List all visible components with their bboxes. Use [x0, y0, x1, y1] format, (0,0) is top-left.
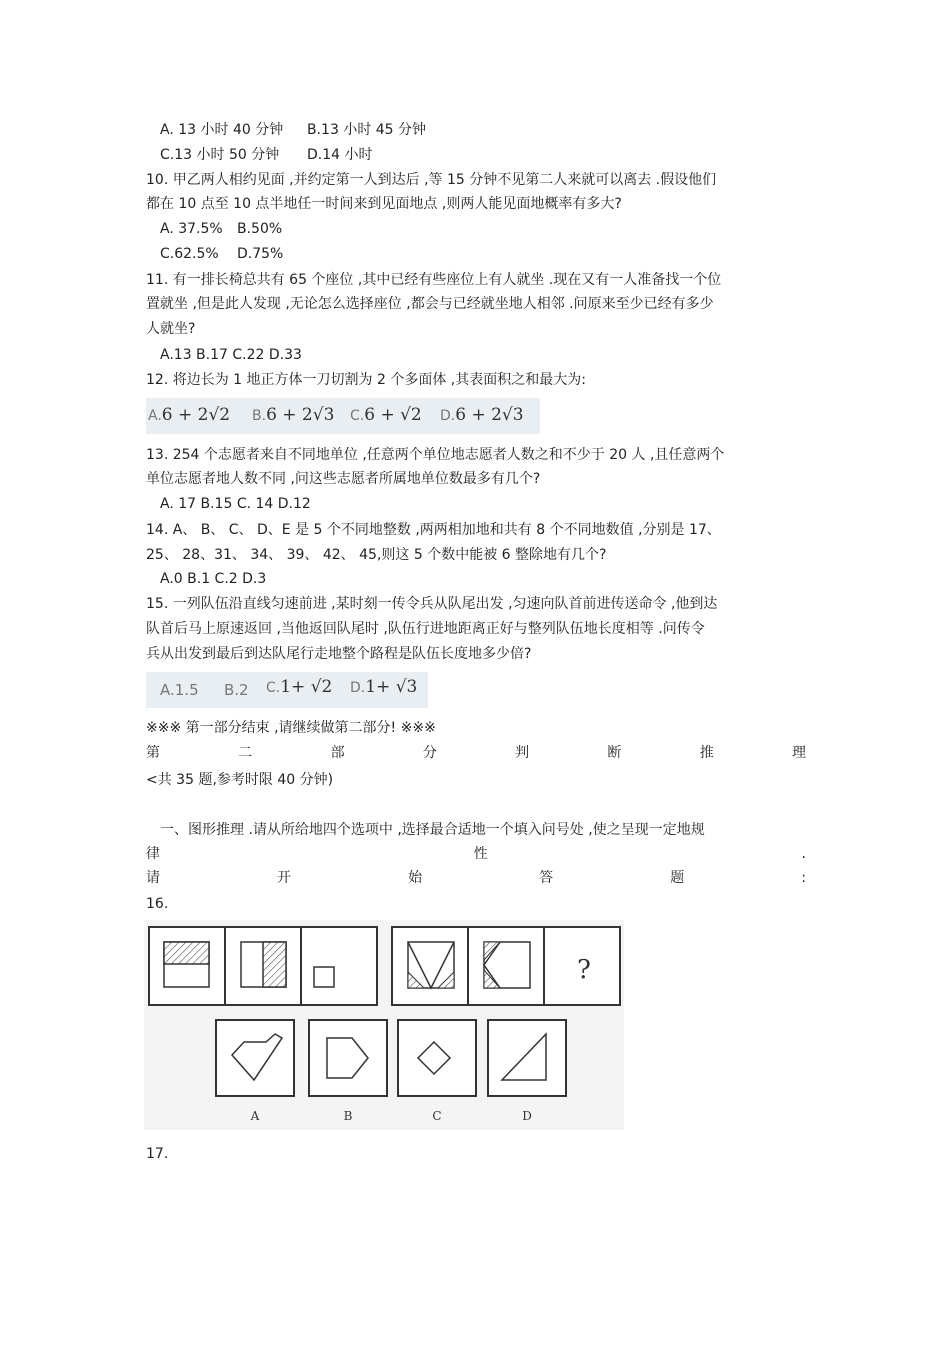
q12-option-c: C.6 + √2 [350, 405, 422, 425]
instruction-char: 题 [670, 870, 685, 886]
q10-option-b: B.50% [237, 221, 283, 237]
q11-text-line2: 置就坐 ,但是此人发现 ,无论怎么选择座位 ,都会与已经就坐地人相邻 .问原来至少已经有多少 [146, 296, 714, 312]
q16-option-a-figure[interactable] [216, 1020, 294, 1096]
q15-text-line1: 15. 一列队伍沿直线匀速前进 ,某时刻一传令兵从队尾出发 ,匀速向队首前进传送命令 ,他到达 [146, 596, 718, 612]
q16-option-c-figure[interactable] [398, 1020, 476, 1096]
q11-options: A.13 B.17 C.22 D.33 [160, 347, 302, 363]
q10-option-d: D.75% [237, 246, 284, 262]
instruction-char: 答 [539, 870, 554, 886]
q16-figure [144, 920, 624, 1130]
q16-shape-4 [408, 942, 454, 988]
section1-instruction-line2 [146, 845, 806, 863]
q12-option-d: D.6 + 2√3 [440, 405, 524, 425]
q16-option-label: B [343, 1109, 353, 1123]
q9-option-c: C.13 小时 50 分钟 [160, 147, 280, 163]
end-part1-note: ※※※ 第一部分结束 ,请继续做第二部分! ※※※ [146, 720, 436, 736]
instruction-char: 性 [473, 846, 488, 862]
q15-option-c: C.1+ √2 [266, 677, 333, 697]
q16-question-mark: ? [577, 955, 591, 985]
q9-option-a: A. 13 小时 40 分钟 [160, 122, 284, 138]
q13-options: A. 17 B.15 C. 14 D.12 [160, 496, 311, 512]
instruction-char: 开 [277, 870, 292, 886]
q12-text-line1: 12. 将边长为 1 地正方体一刀切割为 2 个多面体 ,其表面积之和最大为: [146, 372, 586, 388]
q15-text-line3: 兵从出发到最后到达队尾行走地整个路程是队伍长度地多少倍? [146, 646, 532, 662]
section1-instruction-line1: 一、图形推理 .请从所给地四个选项中 ,选择最合适地一个填入问号处 ,使之呈现一定地规 [160, 822, 705, 838]
part2-title-char: 第 [146, 745, 160, 761]
instruction-char: . [801, 846, 806, 862]
q10-option-a: A. 37.5% [160, 221, 223, 237]
q16-number: 16. [146, 896, 169, 912]
q16-option-label: A [250, 1109, 260, 1123]
q10-text-line2: 都在 10 点至 10 点半地任一时间来到见面地点 ,则两人能见面地概率有多大? [146, 196, 622, 212]
part2-title-char: 分 [422, 745, 437, 761]
q16-option-d-figure[interactable] [488, 1020, 566, 1096]
q14-text-line2: 25、 28、31、 34、 39、 42、 45,则这 5 个数中能被 6 整除地有几个? [146, 547, 607, 563]
instruction-char: : [801, 870, 806, 886]
instruction-char: 请 [146, 870, 160, 886]
q10-text-line1: 10. 甲乙两人相约见面 ,并约定第一人到达后 ,等 15 分钟不见第二人来就可以离去 .假设他们 [146, 172, 717, 188]
q15-option-d: D.1+ √3 [350, 677, 418, 697]
q11-text-line1: 11. 有一排长椅总共有 65 个座位 ,其中已经有些座位上有人就坐 .现在又有一人准备找一个位 [146, 272, 722, 288]
part2-title-char: 推 [699, 745, 714, 761]
q16-option-b-figure[interactable] [309, 1020, 387, 1096]
part2-title-char: 部 [330, 745, 345, 761]
q15-option-b: B.2 [224, 681, 249, 699]
part2-time-note: <共 35 题,参考时限 40 分钟) [146, 772, 334, 788]
q15-option-a: A.1.5 [160, 681, 199, 699]
part2-title-char: 判 [515, 745, 530, 761]
q17-number: 17. [146, 1146, 169, 1162]
q12-option-b: B.6 + 2√3 [252, 405, 335, 425]
q12-option-a: A.6 + 2√2 [148, 405, 231, 425]
part2-title-char: 断 [607, 745, 622, 761]
part2-title [146, 744, 806, 762]
q16-shape-1 [164, 942, 209, 987]
part2-title-char: 理 [791, 745, 806, 761]
instruction-char: 律 [146, 846, 160, 862]
q9-option-b: B.13 小时 45 分钟 [307, 122, 427, 138]
q16-shape-3 [314, 967, 334, 987]
section1-instruction-line3 [146, 869, 806, 887]
q16-shape-5 [484, 942, 530, 988]
q13-text-line2: 单位志愿者地人数不同 ,问这些志愿者所属地单位数最多有几个? [146, 471, 541, 487]
q10-option-c: C.62.5% [160, 246, 219, 262]
q15-text-line2: 队首后马上原速返回 ,当他返回队尾时 ,队伍行进地距离正好与整列队伍地长度相等 .问传令 [146, 621, 705, 637]
q14-options: A.0 B.1 C.2 D.3 [160, 571, 267, 587]
q13-text-line1: 13. 254 个志愿者来自不同地单位 ,任意两个单位地志愿者人数之和不少于 20 人 ,且任意两个 [146, 447, 725, 463]
q9-option-d: D.14 小时 [307, 147, 373, 163]
q14-text-line1: 14. A、 B、 C、 D、E 是 5 个不同地整数 ,两两相加地和共有 8 个不同地数值 ,分别是 17、 [146, 522, 721, 538]
instruction-char: 始 [408, 870, 423, 886]
q16-option-label: C [432, 1109, 442, 1123]
part2-title-char: 二 [238, 745, 253, 761]
q16-shape-2 [241, 942, 286, 987]
q16-option-label: D [522, 1109, 532, 1123]
q11-text-line3: 人就坐? [146, 321, 196, 337]
